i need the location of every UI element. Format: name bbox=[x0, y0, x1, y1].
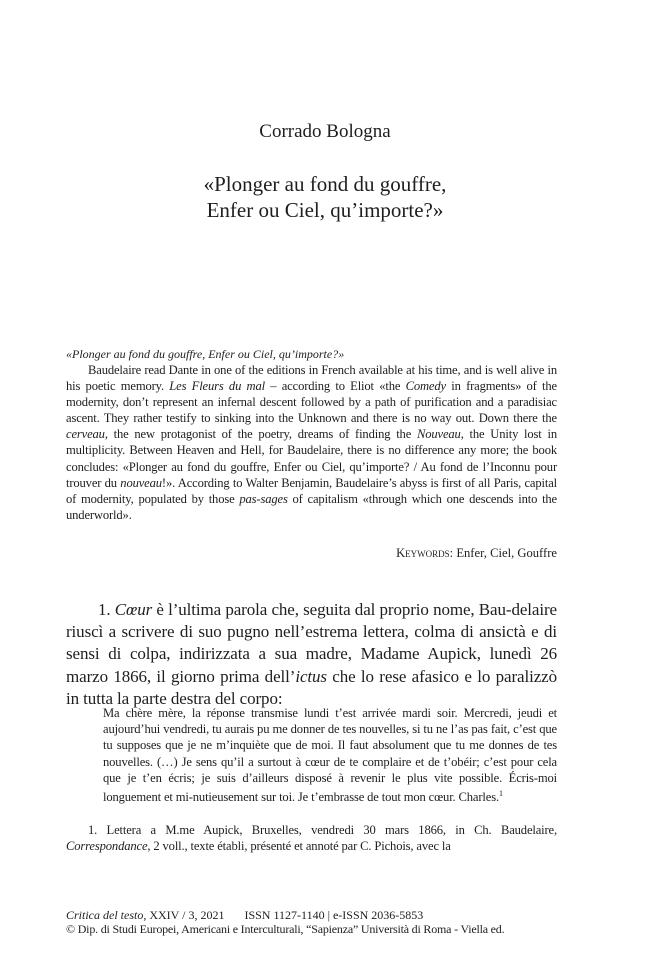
author-name: Corrado Bologna bbox=[259, 121, 391, 142]
footnote: 1. Lettera a M.me Aupick, Bruxelles, vendredi 30 mars 1866, in Ch. Baudelaire, Correspondance, 2 voll., texte établi, présenté et annoté par C. Pichois, avec la bbox=[66, 823, 557, 854]
journal-name: Critica del testo bbox=[66, 908, 144, 922]
article-title-line-1: «Plonger au fond du gouffre, bbox=[203, 172, 447, 196]
keywords-label: Keywords bbox=[396, 546, 450, 560]
footnote-reference[interactable]: 1 bbox=[498, 789, 503, 799]
keywords bbox=[66, 545, 557, 561]
issn: ISSN 1127-1140 | e-ISSN 2036-5853 bbox=[244, 908, 424, 922]
article-title-line-2: Enfer ou Ciel, qu’importe?» bbox=[206, 198, 444, 222]
journal-issue: , XXIV / 3, 2021 bbox=[143, 908, 225, 922]
block-quote: Ma chère mère, la réponse transmise lundi t’est arrivée mardi soir. Mercredi, jeudi et aujourd’hui vendredi, tu aurais pu me donner de tes nouvelles, si tu ne l’as pas fait, c’est que tu supposes que je ne m’inquiète que de moi. Il faut absolument que tu me donnes de tes nouvelles. (…) Je sens qu’il a surtout à cœur de te complaire et de t’obéir; c’est pour cela que je t’en écris; je suis d’ailleurs disposé à revenir le plus vite possible. Écris-moi longuement et mi-nutieusement sur toi. Je t’embrasse de tout mon cœur. Charles.$^1$ bbox=[103, 706, 557, 805]
keywords-list: : Enfer, Ciel, Gouffre bbox=[449, 546, 557, 560]
abstract-title: «Plonger au fond du gouffre, Enfer ou Ciel, qu’importe?» bbox=[66, 347, 345, 361]
copyright: © Dip. di Studi Europei, Americani e Interculturali, “Sapienza” Università di Roma - Viella ed. bbox=[66, 922, 505, 936]
body-paragraph: 1. Cœur è l’ultima parola che, seguita dal proprio nome, Bau-delaire riuscì a scrivere di suo pugno nell’estrema lettera, colma di ansictà e di sensi di colpa, indirizzata a sua madre, Madame Aupick, lunedì 26 marzo 1866, il giorno prima dell’ictus che lo rese afasico e lo paralizzò in tutta la parte destra del corpo: bbox=[66, 600, 557, 708]
abstract-text: Baudelaire read Dante in one of the editions in French available at his time, and is well alive in his poetic memory. Les Fleurs du mal – according to Eliot «the Comedy in fragments» of the modernity, don’t represent an infernal descent followed by a path of purification and a paradisiac ascent. They rather testify to sinking into the Unknown and there is no way out. Down there the cerveau, the new protagonist of the poetry, dreams of finding the Nouveau, the Unity lost in multiplicity. Between Heaven and Hell, for Baudelaire, there is no difference any more; the book concludes: «Plonger au fond du gouffre, Enfer ou Ciel, qu’importe? / Au fond de l’Inconnu pour trouver du nouveau!». According to Walter Benjamin, Baudelaire’s abyss is first of all Paris, capital of modernity, populated by those pas-sages of capitalism «through which one descends into the underworld». bbox=[66, 363, 557, 522]
article-title bbox=[0, 171, 650, 223]
journal-citation bbox=[66, 908, 423, 923]
